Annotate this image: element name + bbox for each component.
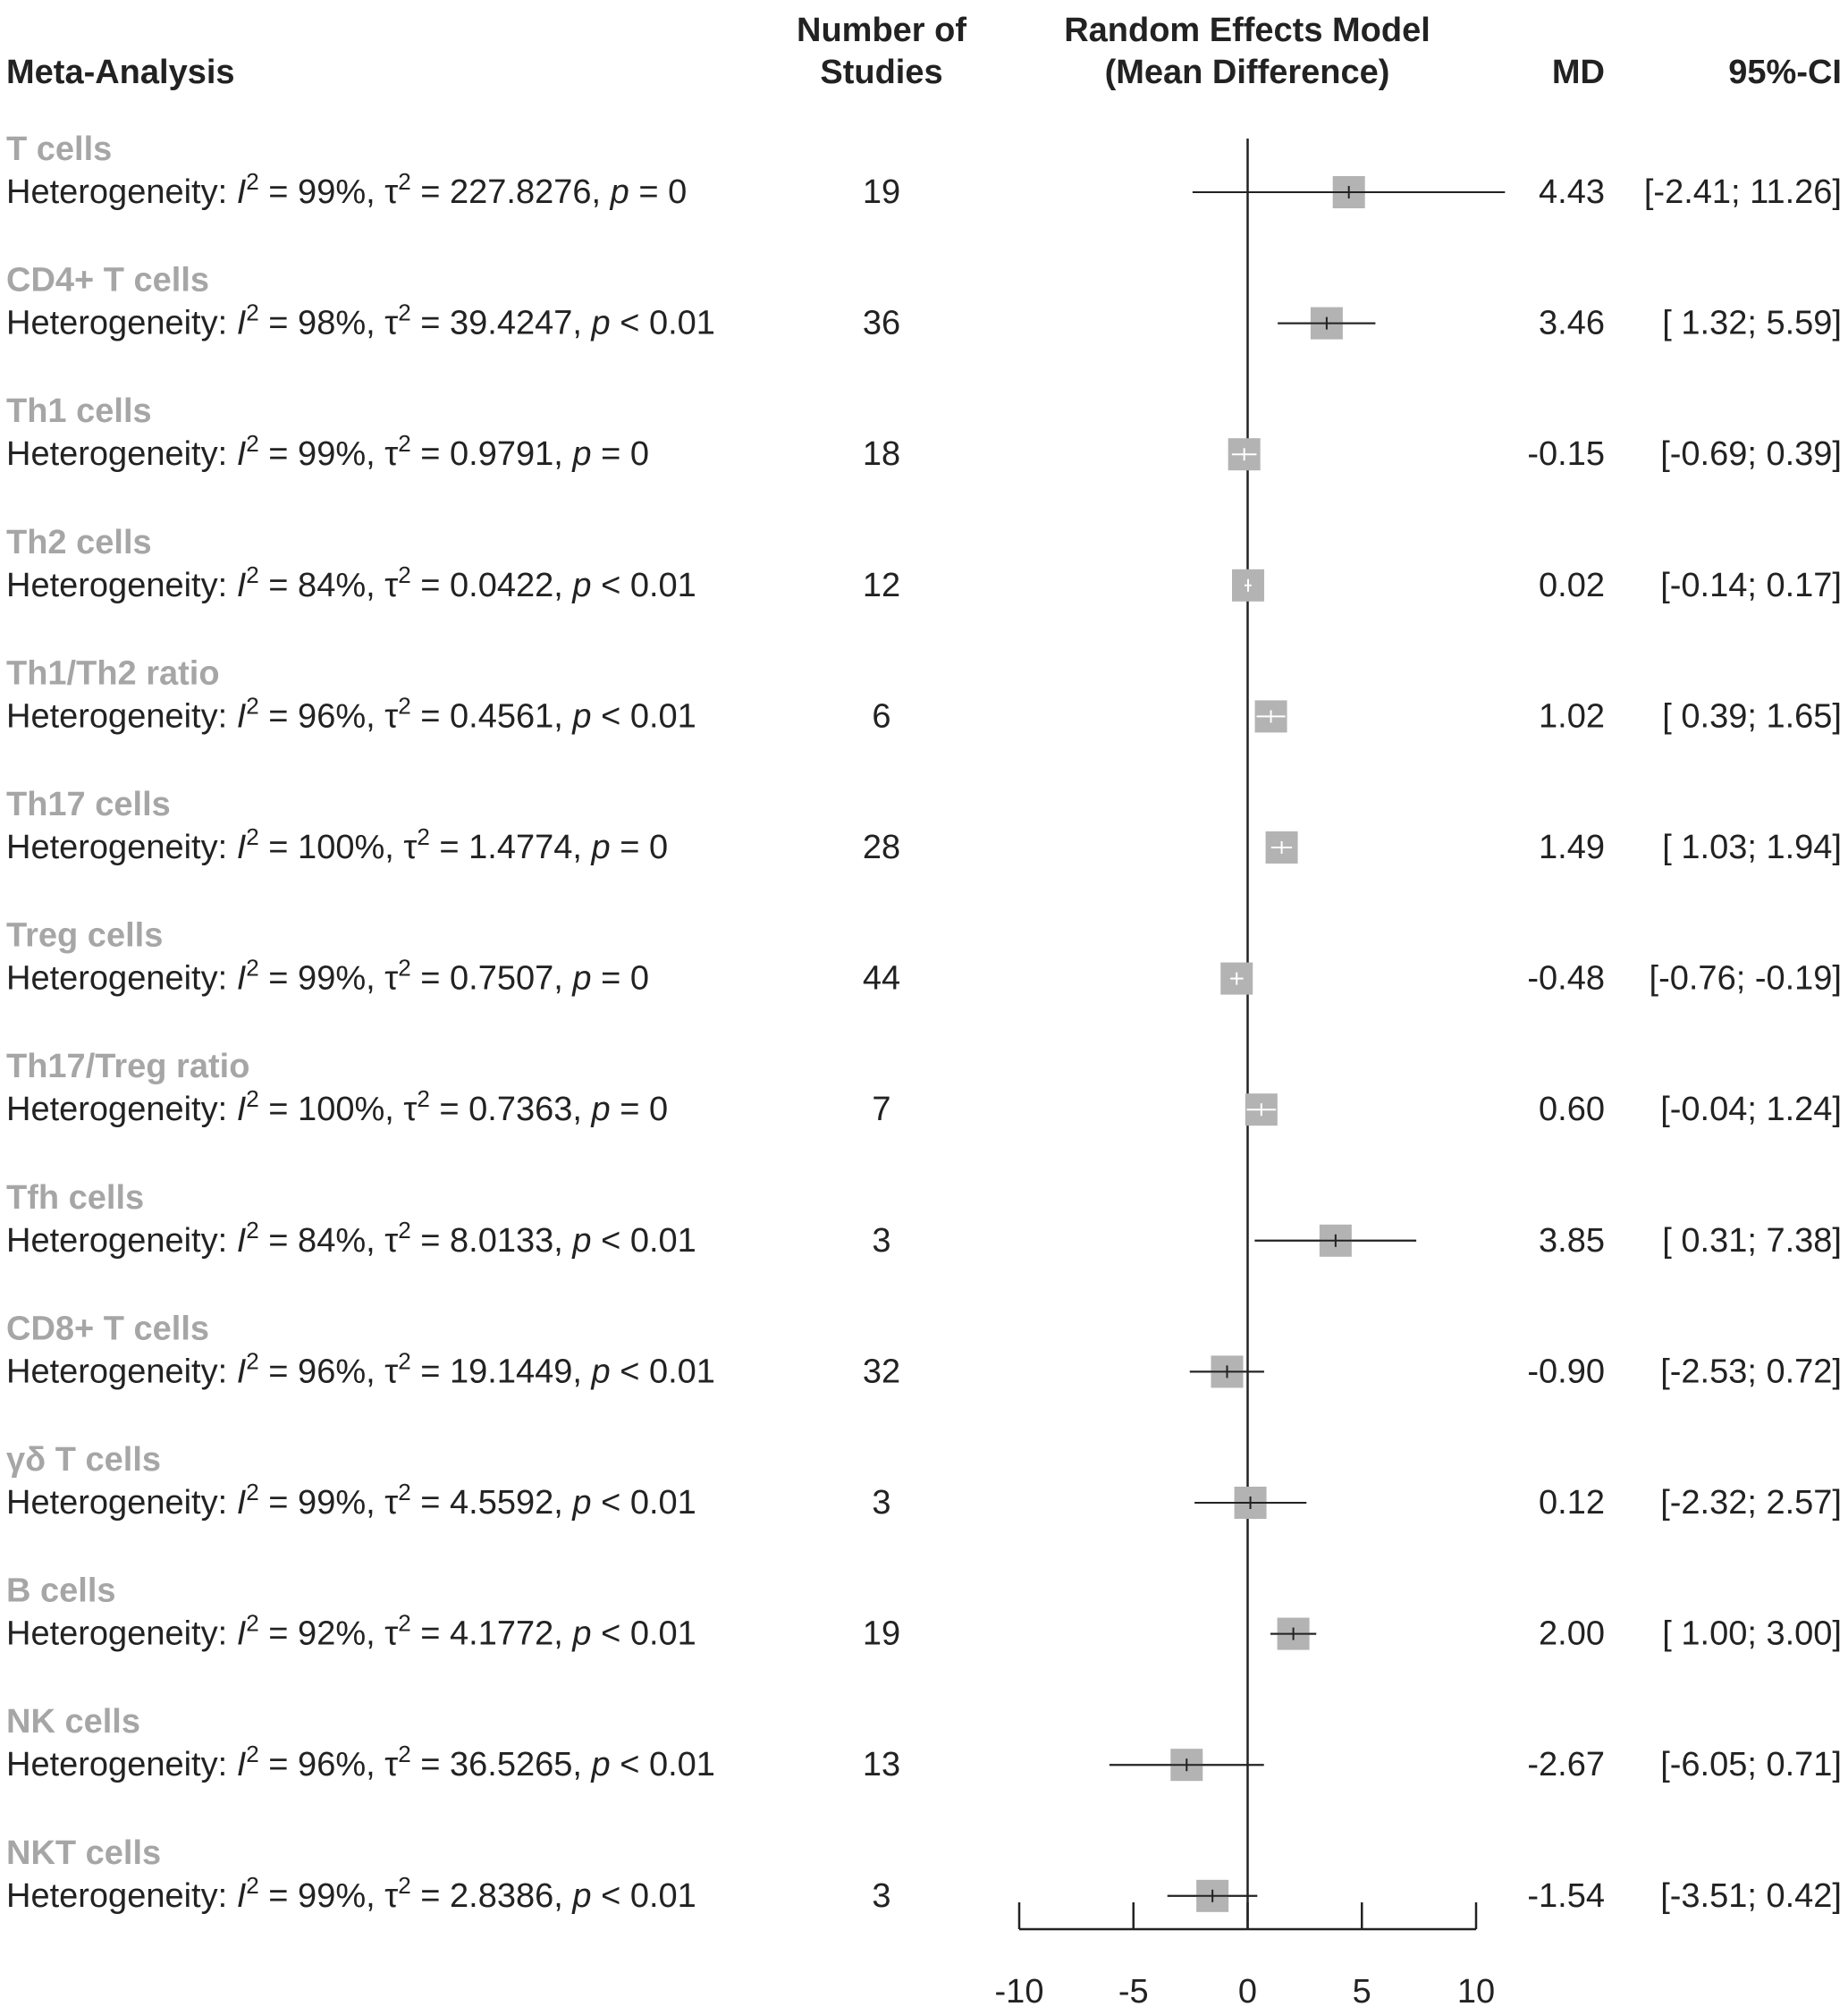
heterogeneity-stats: Heterogeneity: $I^2 = 99\%$, $\tau^2 = 0.9791$, p = 0	[6, 430, 649, 474]
md-value: 0.12	[1539, 1484, 1605, 1522]
header-ci: 95%-CI	[1728, 54, 1842, 91]
ci-value: [-0.04; 1.24]	[1660, 1091, 1842, 1129]
ci-value: [-6.05; 0.71]	[1660, 1746, 1842, 1784]
header-md: MD	[1551, 54, 1605, 91]
ci-value: [-0.76; -0.19]	[1649, 959, 1842, 998]
heterogeneity-stats: Heterogeneity: $I^2 = 99\%$, $\tau^2 = 2.8386$, p < 0.01	[6, 1871, 696, 1915]
study-count: 7	[872, 1091, 891, 1129]
forest-row	[6, 917, 1842, 998]
forest-row	[6, 1834, 1842, 1915]
heterogeneity-stats: Heterogeneity: $I^2 = 99\%$, $\tau^2 = 0.7507$, p = 0	[6, 954, 649, 998]
x-tick-label: 5	[1352, 1973, 1371, 2011]
heterogeneity-stats: Heterogeneity: $I^2 = 84\%$, $\tau^2 = 8.0133$, p < 0.01	[6, 1216, 696, 1260]
subgroup-label: γδ T cells	[6, 1441, 162, 1479]
forest-row	[6, 654, 1842, 735]
md-value: -0.48	[1527, 959, 1605, 998]
ci-value: [ 1.03; 1.94]	[1662, 829, 1842, 866]
md-value: -0.90	[1527, 1353, 1605, 1391]
ci-value: [-0.14; 0.17]	[1660, 566, 1842, 604]
subgroup-label: Th2 cells	[6, 523, 152, 561]
ci-value: [ 1.32; 5.59]	[1662, 304, 1842, 342]
subgroup-label: NKT cells	[6, 1834, 162, 1872]
ci-value: [-2.41; 11.26]	[1643, 173, 1842, 211]
subgroup-label: NK cells	[6, 1703, 140, 1741]
heterogeneity-stats: Heterogeneity: $I^2 = 84\%$, $\tau^2 = 0.0422$, p < 0.01	[6, 561, 696, 604]
md-value: -0.15	[1527, 435, 1605, 474]
forest-row	[6, 1703, 1842, 1783]
forest-row	[6, 786, 1842, 866]
subgroup-label: CD8+ T cells	[6, 1310, 210, 1348]
md-value: 4.43	[1539, 173, 1605, 211]
study-count: 36	[862, 304, 901, 342]
forest-row	[6, 524, 1842, 604]
study-count: 19	[862, 1615, 901, 1653]
heterogeneity-stats: Heterogeneity: $I^2 = 100\%$, $\tau^2 = 1.4774$, p = 0	[6, 823, 669, 866]
header-meta-analysis: Meta-Analysis	[6, 54, 235, 91]
header-model-line2: (Mean Difference)	[1104, 54, 1390, 91]
md-value: 1.49	[1539, 829, 1605, 866]
ci-value: [ 1.00; 3.00]	[1662, 1615, 1842, 1653]
ci-value: [ 0.39; 1.65]	[1662, 697, 1842, 736]
column-headers	[6, 12, 1842, 91]
heterogeneity-stats: Heterogeneity: $I^2 = 96\%$, $\tau^2 = 36.5265$, p < 0.01	[6, 1741, 715, 1784]
study-count: 18	[862, 435, 901, 474]
study-count: 6	[872, 697, 891, 736]
md-value: 3.85	[1539, 1221, 1605, 1260]
md-value: 3.46	[1539, 304, 1605, 342]
subgroup-label: Treg cells	[6, 916, 164, 955]
study-count: 3	[872, 1876, 891, 1915]
forest-row	[6, 1441, 1842, 1522]
ci-value: [ 0.31; 7.38]	[1662, 1221, 1842, 1260]
forest-row	[6, 131, 1842, 211]
subgroup-label: Th1/Th2 ratio	[6, 654, 220, 693]
subgroup-label: Th17 cells	[6, 786, 171, 823]
forest-row	[6, 392, 1842, 473]
study-count: 32	[862, 1353, 901, 1391]
x-axis	[995, 1902, 1496, 2011]
md-value: 0.02	[1539, 566, 1605, 604]
md-value: -2.67	[1527, 1746, 1605, 1784]
ci-value: [-2.53; 0.72]	[1660, 1353, 1842, 1391]
subgroup-label: Th1 cells	[6, 392, 152, 431]
study-count: 44	[862, 959, 901, 998]
ci-value: [-2.32; 2.57]	[1660, 1484, 1842, 1522]
subgroup-label: Tfh cells	[6, 1178, 145, 1217]
heterogeneity-stats: Heterogeneity: $I^2 = 96\%$, $\tau^2 = 0.4561$, p < 0.01	[6, 692, 696, 736]
ci-value: [-0.69; 0.39]	[1660, 435, 1842, 474]
heterogeneity-stats: Heterogeneity: $I^2 = 96\%$, $\tau^2 = 19.1449$, p < 0.01	[6, 1347, 715, 1391]
study-count: 3	[872, 1221, 891, 1260]
study-count: 13	[862, 1746, 901, 1784]
forest-row	[6, 1310, 1842, 1390]
x-tick-label: -5	[1118, 1973, 1149, 2011]
forest-row	[6, 262, 1842, 342]
ci-value: [-3.51; 0.42]	[1660, 1876, 1842, 1915]
subgroup-label: CD4+ T cells	[6, 261, 210, 299]
heterogeneity-stats: Heterogeneity: $I^2 = 100\%$, $\tau^2 = 0.7363$, p = 0	[6, 1085, 669, 1129]
forest-row	[6, 1572, 1842, 1653]
heterogeneity-stats: Heterogeneity: $I^2 = 92\%$, $\tau^2 = 4.1772$, p < 0.01	[6, 1609, 696, 1653]
md-value: -1.54	[1527, 1876, 1605, 1915]
md-value: 1.02	[1539, 697, 1605, 736]
heterogeneity-stats: Heterogeneity: $I^2 = 98\%$, $\tau^2 = 39.4247$, p < 0.01	[6, 299, 715, 342]
subgroup-label: Th17/Treg ratio	[6, 1048, 250, 1086]
heterogeneity-stats: Heterogeneity: $I^2 = 99\%$, $\tau^2 = 227.8276$, p = 0	[6, 168, 688, 211]
study-count: 19	[862, 173, 901, 211]
forest-rows	[6, 131, 1842, 1915]
header-studies-line2: Studies	[820, 54, 943, 91]
x-tick-label: 0	[1237, 1973, 1258, 2011]
subgroup-label: T cells	[6, 131, 113, 168]
header-studies-line1: Number of	[797, 12, 966, 49]
subgroup-label: B cells	[6, 1572, 116, 1610]
study-count: 28	[862, 829, 901, 866]
header-model-line1: Random Effects Model	[1064, 12, 1430, 49]
md-value: 0.60	[1539, 1091, 1605, 1129]
forest-row	[6, 1179, 1842, 1260]
heterogeneity-stats: Heterogeneity: $I^2 = 99\%$, $\tau^2 = 4.5592$, p < 0.01	[6, 1479, 696, 1522]
study-count: 3	[872, 1484, 891, 1522]
forest-row	[6, 1048, 1842, 1128]
md-value: 2.00	[1539, 1615, 1605, 1653]
x-tick-label: 10	[1456, 1973, 1496, 2011]
x-tick-label: -10	[994, 1973, 1044, 2011]
study-count: 12	[862, 566, 901, 604]
